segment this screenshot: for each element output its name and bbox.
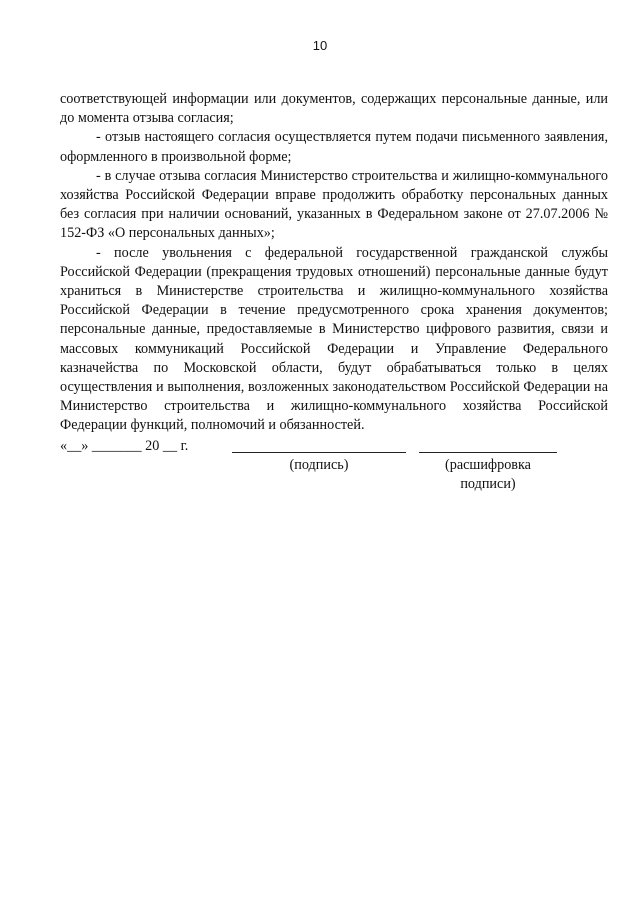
signature-caption: (подпись) [289, 457, 349, 473]
signature-block [0, 437, 640, 497]
signature-decode-line [419, 452, 557, 453]
page-number: 10 [312, 38, 328, 53]
signature-decode-caption-line1: (расшифровка [445, 457, 531, 473]
paragraph-after-dismissal: - после увольнения с федеральной государственной гражданской службы Российской Федерации (прекращения трудовых отношений) персональные данные будут храниться в Министерстве строительства и жилищно-коммунального хозяйства Российской Федерации в течение предусмотренного срока хранения документов; персональные данные, предоставляемые в Министерство цифрового развития, связи и массовых коммуникаций Российской Федерации и Управление Федерального казначейства по Московской области, будут обрабатываться только в целях осуществления и выполнения, возложенных законодательством Российской Федерации на Министерство строительства и жилищно-коммунального хозяйства Российской Федерации функций, полномочий и обязанностей. [60, 244, 608, 434]
date-field: «__» _______ 20 __ г. [60, 438, 189, 454]
paragraph-continuation: соответствующей информации или документов, содержащих персональные данные, или до момента отзыва согласия; [60, 91, 608, 127]
paragraph-withdrawal-processing: - в случае отзыва согласия Министерство строительства и жилищно-коммунального хозяйства Российской Федерации вправе продолжить обработку персональных данных без согласия при наличии оснований, указанных в Федеральном законе от 27.07.2006 № 152-ФЗ «О персональных данных»; [60, 167, 608, 242]
signature-decode-caption [410, 456, 566, 494]
document-body [60, 90, 608, 436]
paragraph-consent-withdrawal: - отзыв настоящего согласия осуществляется путем подачи письменного заявления, оформленного в произвольной форме; [60, 129, 608, 165]
signature-decode-caption-line2: подписи) [460, 476, 516, 492]
signature-line [232, 452, 406, 453]
